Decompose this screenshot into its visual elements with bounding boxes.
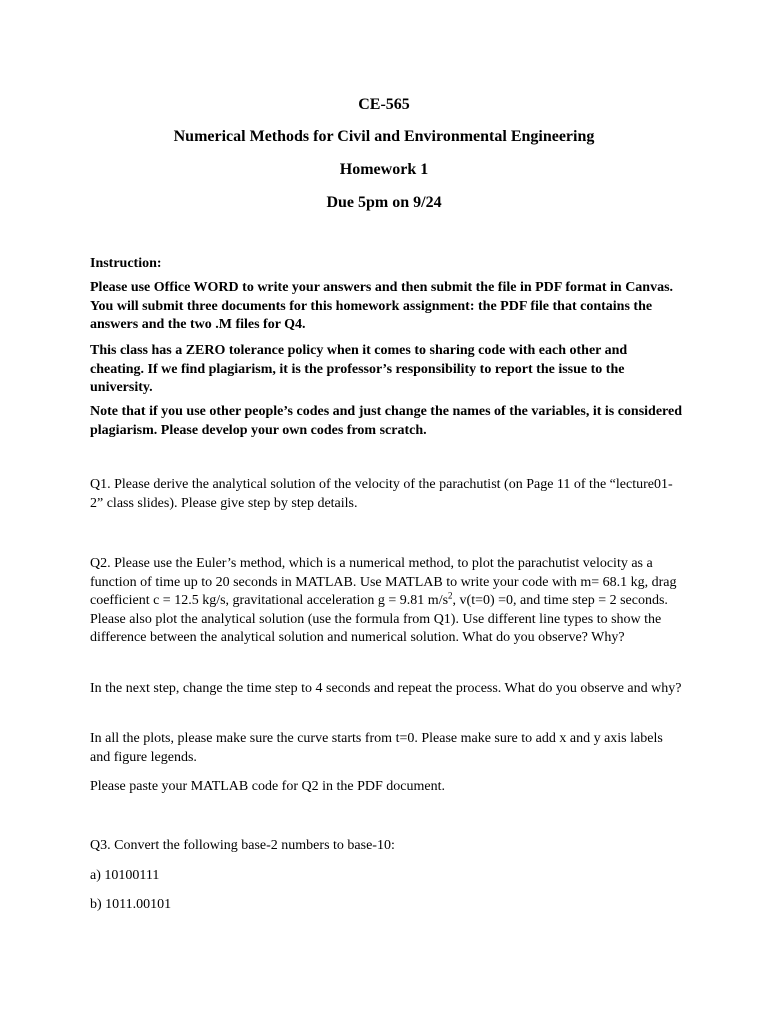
question-2-paragraph-4: Please paste your MATLAB code for Q2 in the PDF document. xyxy=(90,779,445,794)
question-2 xyxy=(90,555,682,648)
question-3-item-b: b) 1011.00101 xyxy=(90,897,172,912)
instruction-paragraph-2: This class has a ZERO tolerance policy when it comes to sharing code with each other and cheating. If we find plagiarism, it is the professor’s responsibility to report the issue to the university. xyxy=(90,343,628,395)
assignment-title: Homework 1 xyxy=(339,161,429,178)
course-code: CE-565 xyxy=(358,96,410,113)
question-2-paragraph-3: In all the plots, please make sure the curve starts from t=0. Please make sure to add x and y axis labels and figure legends. xyxy=(90,731,663,765)
due-date: Due 5pm on 9/24 xyxy=(326,194,442,211)
question-2-text-part-1: Q2. Please use the Euler’s method, which is a numerical method, to plot the parachutist velocity as a function of time up to 20 seconds in MATLAB. Use MATLAB to write your code with m= 68.1 kg, drag coefficient c = 12.5 kg/s, gravitational acceleration g = 9.81 m/s xyxy=(90,556,677,608)
question-2-paragraph-2: In the next step, change the time step to 4 seconds and repeat the process. What do you observe and why? xyxy=(90,681,682,696)
course-title: Numerical Methods for Civil and Environmental Engineering xyxy=(173,128,595,145)
instruction-heading: Instruction: xyxy=(90,256,162,271)
instruction-paragraph-1: Please use Office WORD to write your answers and then submit the file in PDF format in Canvas. You will submit three documents for this homework assignment: the PDF file that contains the answers and the two .M files for Q4. xyxy=(90,280,674,332)
question-3-item-a: a) 10100111 xyxy=(90,868,160,883)
question-2-text-part-2: , v(t=0) =0, and time step = 2 seconds. Please also plot the analytical solution (use the formula from Q1). Use different line types to show the difference between the analytical solution and numerical solution. What do you observe? Why? xyxy=(90,593,668,645)
question-3: Q3. Convert the following base-2 numbers to base-10: xyxy=(90,838,395,853)
question-1: Q1. Please derive the analytical solution of the velocity of the parachutist (on Page 11 of the “lecture01-2” class slides). Please give step by step details. xyxy=(90,477,673,511)
question-2-superscript: 2 xyxy=(448,590,453,601)
instruction-paragraph-3: Note that if you use other people’s codes and just change the names of the variables, it is considered plagiarism. Please develop your own codes from scratch. xyxy=(90,404,683,438)
